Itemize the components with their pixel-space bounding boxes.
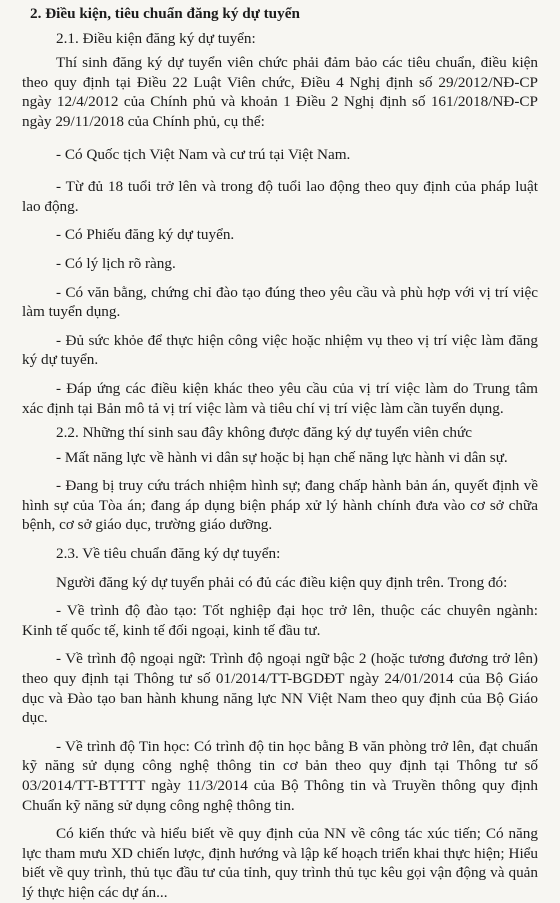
condition-item: - Có văn bằng, chứng chỉ đào tạo đúng theo yêu cầu và phù hợp với vị trí việc làm tuyển dụng. xyxy=(22,283,538,321)
condition-item: - Có Phiếu đăng ký dự tuyển. xyxy=(56,226,235,244)
closing-paragraph: Có kiến thức và hiểu biết về quy định của NN về công tác xúc tiến; Có năng lực tham mưu XD chiến lược, định hướng và lập kế hoạch triển khai thực hiện; Hiểu biết về quy trình, thủ tục đầu tư của tỉnh, quy trình thủ tục kêu gọi vận động và quản lý thực hiện các dự án... xyxy=(22,825,538,901)
paragraph-2-3-intro: Người đăng ký dự tuyển phải có đủ các điều kiện quy định trên. Trong đó: xyxy=(56,573,508,591)
condition-item: - Có lý lịch rõ ràng. xyxy=(56,254,176,272)
subsection-title-2-2: 2.2. Những thí sinh sau đây không được đăng ký dự tuyển viên chức xyxy=(56,424,472,442)
standard-item: - Về trình độ đào tạo: Tốt nghiệp đại học trở lên, thuộc các chuyên ngành: Kinh tế quốc tế, kinh tế đối ngoại, kinh tế đầu tư. xyxy=(22,602,538,639)
condition-item: - Đáp ứng các điều kiện khác theo yêu cầu của vị trí việc làm do Trung tâm xác định tại Bản mô tả vị trí việc làm và tiêu chí vị trí việc làm cần tuyển dụng. xyxy=(22,379,538,417)
subsection-title-2-1: 2.1. Điều kiện đăng ký dự tuyển: xyxy=(56,29,256,47)
exclusion-item: - Đang bị truy cứu trách nhiệm hình sự; đang chấp hành bản án, quyết định về hình sự của Tòa án; đang áp dụng biện pháp xử lý hành chính đưa vào cơ sở chữa bệnh, cơ sở giáo dục, trường giáo dưỡng. xyxy=(22,477,538,534)
condition-item: - Đủ sức khỏe để thực hiện công việc hoặc nhiệm vụ theo vị trí việc làm đăng ký dự tuyển. xyxy=(22,331,538,369)
condition-item: - Từ đủ 18 tuổi trở lên và trong độ tuổi lao động theo quy định của pháp luật lao động. xyxy=(22,178,538,215)
paragraph-2-1-intro: Thí sinh đăng ký dự tuyển viên chức phải đảm bảo các tiêu chuẩn, điều kiện theo quy định tại Điều 22 Luật Viên chức, Điều 4 Nghị định số 29/2012/NĐ-CP ngày 12/4/2012 của Chính phủ và khoản 1 Điều 2 Nghị định số 161/2018/NĐ-CP ngày 29/11/2018 của Chính phủ, cụ thể: xyxy=(22,54,538,130)
standard-item: - Về trình độ Tin học: Có trình độ tin học bằng B văn phòng trở lên, đạt chuẩn kỹ năng sử dụng công nghệ thông tin cơ bản theo quy định tại Thông tư số 03/2014/TT-BTTTT ngày 11/3/2014 của Bộ Thông tin và Truyền thông quy định Chuẩn kỹ năng sử dụng công nghệ thông tin. xyxy=(22,737,538,814)
standard-item: - Về trình độ ngoại ngữ: Trình độ ngoại ngữ bậc 2 (hoặc tương đương trở lên) theo quy định tại Thông tư số 01/2014/TT-BGDĐT ngày 24/01/2014 của Bộ Giáo dục và Đào tạo ban hành khung năng lực NN Việt Nam theo quy định của Bộ Giáo dục. xyxy=(22,650,538,727)
subsection-title-2-3: 2.3. Về tiêu chuẩn đăng ký dự tuyển: xyxy=(56,545,281,563)
section-heading: 2. Điều kiện, tiêu chuẩn đăng ký dự tuyển xyxy=(30,5,300,22)
exclusion-item: - Mất năng lực về hành vi dân sự hoặc bị hạn chế năng lực hành vi dân sự. xyxy=(56,448,508,466)
condition-item: - Có Quốc tịch Việt Nam và cư trú tại Việt Nam. xyxy=(56,145,351,163)
